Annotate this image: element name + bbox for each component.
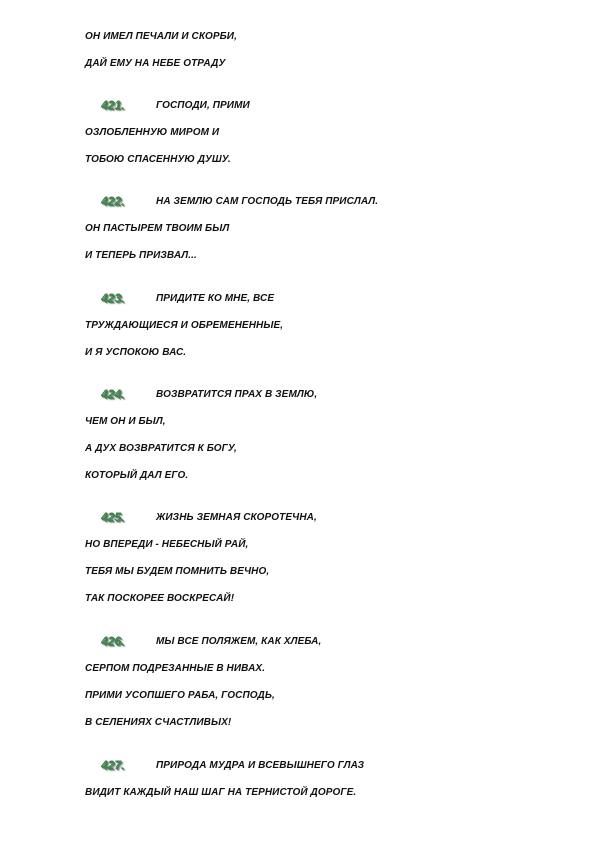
- verse-423-line-3: И Я УСПОКОЮ ВАС.: [85, 347, 187, 358]
- verse-423-line-1: ПРИДИТЕ КО МНЕ, ВСЕ: [156, 293, 275, 304]
- intro-line-1: ОН ИМЕЛ ПЕЧАЛИ И СКОРБИ,: [85, 31, 237, 42]
- verse-425-line-4: ТАК ПОСКОРЕЕ ВОСКРЕСАЙ!: [85, 593, 235, 604]
- verse-421-line-1: ГОСПОДИ, ПРИМИ: [156, 100, 250, 111]
- verse-424-line-1: ВОЗВРАТИТСЯ ПРАХ В ЗЕМЛЮ,: [156, 389, 318, 400]
- verse-422-line-1: НА ЗЕМЛЮ САМ ГОСПОДЬ ТЕБЯ ПРИСЛАЛ.: [156, 196, 379, 207]
- verse-423-line-2: ТРУЖДАЮЩИЕСЯ И ОБРЕМЕНЕННЫЕ,: [85, 320, 284, 331]
- verse-number-426: 426.: [101, 634, 125, 648]
- verse-424-line-4: КОТОРЫЙ ДАЛ ЕГО.: [85, 470, 189, 481]
- verse-425-line-2: НО ВПЕРЕДИ - НЕБЕСНЫЙ РАЙ,: [85, 539, 249, 550]
- verse-424-line-3: А ДУХ ВОЗВРАТИТСЯ К БОГУ,: [85, 443, 237, 454]
- verse-422-line-2: ОН ПАСТЫРЕМ ТВОИМ БЫЛ: [85, 223, 230, 234]
- verse-426-line-1: МЫ ВСЕ ПОЛЯЖЕМ, КАК ХЛЕБА,: [156, 636, 322, 647]
- verse-427-line-1: ПРИРОДА МУДРА И ВСЕВЫШНЕГО ГЛАЗ: [156, 760, 365, 771]
- verse-426-line-2: СЕРПОМ ПОДРЕЗАННЫЕ В НИВАХ.: [85, 663, 266, 674]
- verse-425-line-3: ТЕБЯ МЫ БУДЕМ ПОМНИТЬ ВЕЧНО,: [85, 566, 270, 577]
- verse-427-line-2: ВИДИТ КАЖДЫЙ НАШ ШАГ НА ТЕРНИСТОЙ ДОРОГЕ.: [85, 787, 357, 798]
- verse-number-424: 424.: [101, 387, 125, 401]
- verse-421-line-3: ТОБОЮ СПАСЕННУЮ ДУШУ.: [85, 154, 231, 165]
- verse-425-line-1: ЖИЗНЬ ЗЕМНАЯ СКОРОТЕЧНА,: [156, 512, 317, 523]
- verse-421-line-2: ОЗЛОБЛЕННУЮ МИРОМ И: [85, 127, 220, 138]
- intro-line-2: ДАЙ ЕМУ НА НЕБЕ ОТРАДУ: [85, 58, 226, 69]
- verse-number-421: 421.: [101, 98, 125, 112]
- verse-number-427: 427.: [101, 758, 125, 772]
- verse-426-line-4: В СЕЛЕНИЯХ СЧАСТЛИВЫХ!: [85, 717, 232, 728]
- verse-number-422: 422.: [101, 194, 125, 208]
- verse-422-line-3: И ТЕПЕРЬ ПРИЗВАЛ...: [85, 250, 197, 261]
- verse-426-line-3: ПРИМИ УСОПШЕГО РАБА, ГОСПОДЬ,: [85, 690, 275, 701]
- verse-number-425: 425.: [101, 510, 125, 524]
- verse-number-423: 423.: [101, 291, 125, 305]
- verse-424-line-2: ЧЕМ ОН И БЫЛ,: [85, 416, 166, 427]
